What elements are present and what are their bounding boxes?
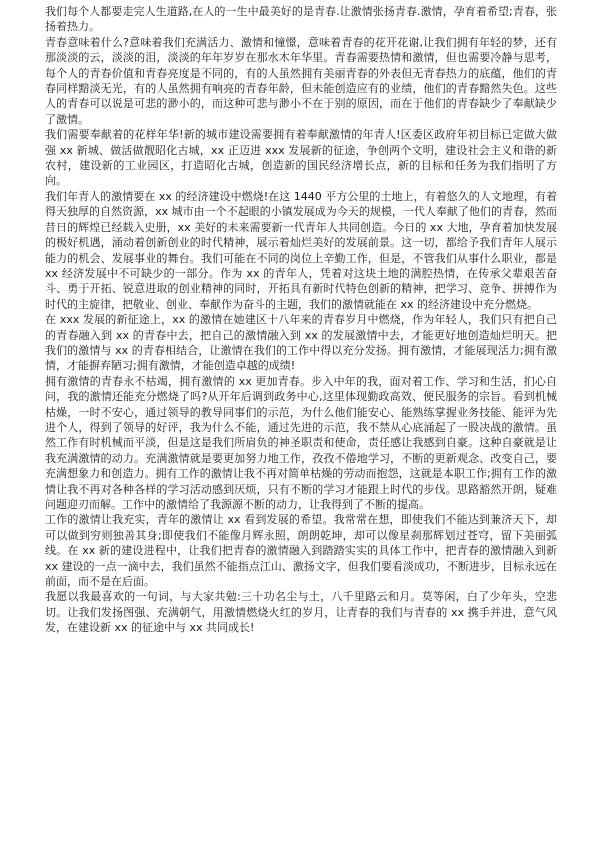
paragraph-new-journey: 在 xxx 发展的新征途上，xx 的激情在她建区十八年来的青春岁月中燃烧，作为年轻人，我们只有把自己的青春融入到 xx 的青春中去，把自己的激情融入到 xx 的发展激情中去，才能更好地创造灿烂明天。把我们的激情与 xx 的青春相结合，让激情在我们的工作中得以充分发扬。拥有激情，才能展现活力;拥有激情，才能摒弃陋习;拥有激情，才能创造卓越的成绩! — [45, 313, 557, 373]
paragraph-economic-passion: 我们年青人的激情要在 xx 的经济建设中燃烧!在这 1440 平方公里的土地上，有着悠久的人文地理，有着得天独厚的自然资源，xx 城市由一个不起眼的小镇发展成为今天的规模，一代人奉献了他们的青春，然而昔日的辉煌已经载入史册，xx 美好的未来需要新一代青年人共同创造。今日的 xx 大地，孕育着加快发展的极好机遇，涌动着创新创业的时代精神，展示着灿烂美好的发展前景。这一切，都给予我们青年人展示能力的机会、发展事业的舞台。我们可能在不同的岗位上辛勤工作，但是，不管我们从事什么职业，都是 xx 经济发展中不可缺少的一部分。作为 xx 的青年人，凭着对这块土地的满腔热情，在传承父辈艰苦奋斗、勇于开拓、锐意进取的创业精神的同时，开拓具有新时代特色创新的精神，把学习、竞争、拼搏作为时代的主旋律，把敬业、创业、奉献作为奋斗的主题，我们的激情就能在 xx 的经济建设中充分燃烧。 — [45, 189, 557, 311]
paragraph-youth-meaning: 青春意味着什么?意味着我们充满活力、激情和憧憬，意味着青春的花开花谢,让我们拥有年轻的梦，还有那淡淡的云，淡淡的泪，淡淡的年年岁岁在那水木年华里。青春需要热情和激情，但也需要冷静与思考，每个人的青春价值和青春亮度是不同的，有的人虽然拥有美丽青春的外表但无青春热力的底蕴，他们的青春同样黯淡无光，有的人虽然拥有响亮的青春年龄，但未能创造应有的业绩，他们的青春黯然失色。这些人的青春可以说是可悲的渺小的，而这种可悲与渺小不在于别的原因，而在于他们的青春缺少了奉献缺少了激情。 — [45, 35, 557, 126]
paragraph-work-fulfillment: 工作的激情让我充实，青年的激情让 xx 看到发展的希望。我常常在想，即使我们不能达到兼济天下，却可以做到穷则独善其身;即使我们不能像月辉永照，朗朗乾坤，却可以像星刹那辉划过苍穹，留下美丽弧线。在 xx 新的建设进程中，让我们把青春的激情融入到踏踏实实的具体工作中，把青春的激情融入到新 xx 建设的一点一滴中去，我们虽然不能指点江山、激扬文字，但我们要看淡成功，不断进步，目标永远在前面，而不是在后面。 — [45, 513, 557, 589]
paragraph-intro: 我们每个人都要走完人生道路,在人的一生中最美好的是青春.让激情张扬青春.激情，孕育着希望;青春，张扬着热力。 — [45, 5, 557, 34]
paragraph-dedication: 我们需要奉献着的花样年华!新的城市建设需要拥有着奉献激情的年青人!区委区政府年初目标已定做大做强 xx 新城、做活做靓昭化古城，xx 正迈进 xxx 发展新的征途，争创两个文明，建设社会主义和谐的新农村，建设新的工业园区，打造昭化古城，创造新的国民经济增长点，新的目标和任务为我们指明了方向。 — [45, 128, 557, 188]
paragraph-work-passion: 拥有激情的青春永不枯竭，拥有激情的 xx 更加青春。步入中年的我，面对着工作、学习和生活，扪心自问，我的激情还能充分燃烧了吗?从开年后调到政务中心,这里体现勤政高效、便民服务的宗旨。看到机械枯燥，一时不安心，通过领导的教导同事们的示范，为什么他们能安心、能熟练掌握业务技能、能评为先进个人，得到了领导的好评，我为什么不能，通过先进的示范，我不禁从心底涌起了一股决战的激情。虽然工作有时机械而平淡，但是这是我们所肩负的神圣职责和使命，责任感让我感到自豪。这种自豪就是让我充满激情的动力。充满激情就是要更加努力地工作，孜孜不倦地学习，不断的更新观念、改变自己，要充满想象力和创造力。拥有工作的激情让我不再对简单枯燥的劳动而抱怨，这就是本职工作;拥有工作的激情让我不再对各种各样的学习活动感到厌烦，只有不断的学习才能跟上时代的步伐。思路豁然开朗，疑难问题迎刃而解。工作中的激情给了我源源不断的动力，让我得到了不断的提高。 — [45, 374, 557, 511]
document-body — [45, 4, 557, 636]
paragraph-closing: 我愿以我最喜欢的一句词，与大家共勉:三十功名尘与土，八千里路云和月。莫等闲，白了少年头，空悲切。让我们发扬图强、充满朝气，用激情燃烧火红的岁月，让青春的我们与青春的 xx 携手并进，意气风发，在建设新 xx 的征途中与 xx 共同成长! — [45, 590, 557, 635]
